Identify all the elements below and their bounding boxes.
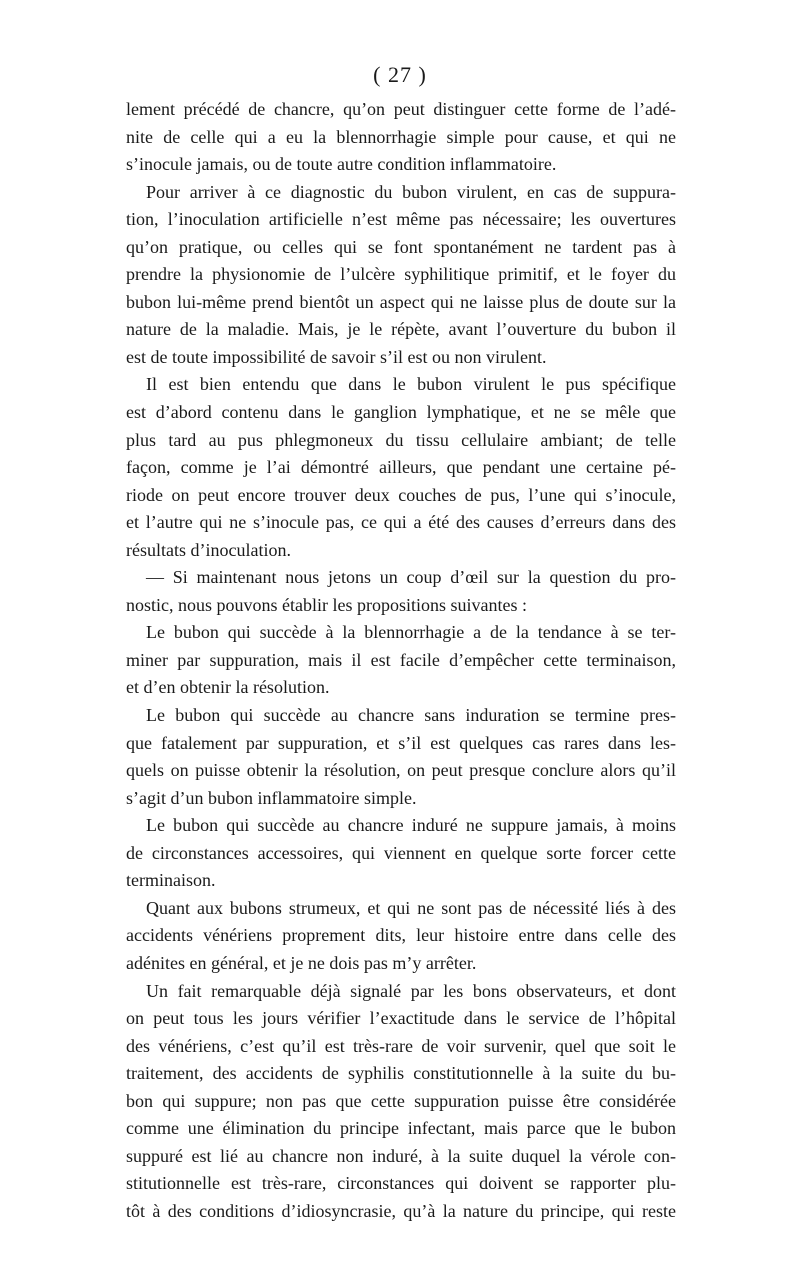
text-line: adénites en général, et je ne dois pas m’y arrêter. xyxy=(126,952,477,973)
text-line: Le bubon qui succède au chancre induré ne suppure jamais, à moins xyxy=(146,815,676,836)
text-line: accidents vénériens proprement dits, leur histoire entre dans celle des xyxy=(126,925,676,946)
text-line: bon qui suppure; non pas que cette suppuration puisse être considérée xyxy=(126,1090,676,1111)
text-line: tion, l’inoculation artificielle n’est même pas nécessaire; les ouvertures xyxy=(126,209,676,230)
text-line: prendre la physionomie de l’ulcère syphilitique primitif, et le foyer du xyxy=(126,264,676,285)
text-line: s’agit d’un bubon inflammatoire simple. xyxy=(126,787,417,808)
text-line: Le bubon qui succède au chancre sans induration se termine pres- xyxy=(146,705,676,726)
text-line: miner par suppuration, mais il est facile d’empêcher cette terminaison, xyxy=(126,649,676,670)
text-line: façon, comme je l’ai démontré ailleurs, que pendant une certaine pé- xyxy=(126,457,676,478)
text-line: terminaison. xyxy=(126,870,216,891)
text-line: tôt à des conditions d’idiosyncrasie, qu’à la nature du principe, qui reste xyxy=(126,1200,676,1221)
text-line: comme une élimination du principe infectant, mais parce que le bubon xyxy=(126,1118,676,1139)
text-line: Le bubon qui succède à la blennorrhagie a de la tendance à se ter- xyxy=(146,622,676,643)
body-text xyxy=(126,96,676,1225)
text-line: riode on peut encore trouver deux couches de pus, l’une qui s’inocule, xyxy=(126,484,676,505)
text-line: nite de celle qui a eu la blennorrhagie simple pour cause, et qui ne xyxy=(126,126,676,147)
text-line: quels on puisse obtenir la résolution, on peut presque conclure alors qu’il xyxy=(126,760,676,781)
text-line: de circonstances accessoires, qui viennent en quelque sorte forcer cette xyxy=(126,842,676,863)
text-line: nature de la maladie. Mais, je le répète, avant l’ouverture du bubon il xyxy=(126,319,676,340)
page-number: ( 27 ) xyxy=(373,62,427,87)
text-line: lement précédé de chancre, qu’on peut distinguer cette forme de l’adé- xyxy=(126,99,676,119)
text-line: plus tard au pus phlegmoneux du tissu cellulaire ambiant; de telle xyxy=(126,429,676,450)
text-line: est d’abord contenu dans le ganglion lymphatique, et ne se mêle que xyxy=(126,402,676,423)
text-line: bubon lui-même prend bientôt un aspect qui ne laisse plus de doute sur la xyxy=(126,291,676,312)
text-line: on peut tous les jours vérifier l’exactitude dans le service de l’hôpital xyxy=(126,1008,676,1029)
text-line: Quant aux bubons strumeux, et qui ne sont pas de nécessité liés à des xyxy=(146,897,676,918)
text-line: et d’en obtenir la résolution. xyxy=(126,677,330,698)
text-line: et l’autre qui ne s’inocule pas, ce qui a été des causes d’erreurs dans des xyxy=(126,512,676,533)
text-line: qu’on pratique, ou celles qui se font spontanément ne tardent pas à xyxy=(126,236,676,257)
text-line: nostic, nous pouvons établir les propositions suivantes : xyxy=(126,594,527,615)
text-line: est de toute impossibilité de savoir s’il est ou non virulent. xyxy=(126,346,547,367)
text-line: Un fait remarquable déjà signalé par les bons observateurs, et dont xyxy=(146,980,676,1001)
text-line: suppuré est lié au chancre non induré, à la suite duquel la vérole con- xyxy=(126,1145,676,1166)
text-line: — Si maintenant nous jetons un coup d’œil sur la question du pro- xyxy=(146,567,676,588)
text-line: résultats d’inoculation. xyxy=(126,539,291,560)
text-line: des vénériens, c’est qu’il est très-rare de voir survenir, quel que soit le xyxy=(126,1035,676,1056)
text-line: Pour arriver à ce diagnostic du bubon virulent, en cas de suppura- xyxy=(146,181,676,202)
text-line: s’inocule jamais, ou de toute autre condition inflammatoire. xyxy=(126,154,557,175)
text-line: que fatalement par suppuration, et s’il est quelques cas rares dans les- xyxy=(126,732,676,753)
text-line: stitutionnelle est très-rare, circonstances qui doivent se rapporter plu- xyxy=(126,1173,676,1194)
text-line: Il est bien entendu que dans le bubon virulent le pus spécifique xyxy=(146,374,676,395)
text-line: traitement, des accidents de syphilis constitutionnelle à la suite du bu- xyxy=(126,1063,676,1084)
